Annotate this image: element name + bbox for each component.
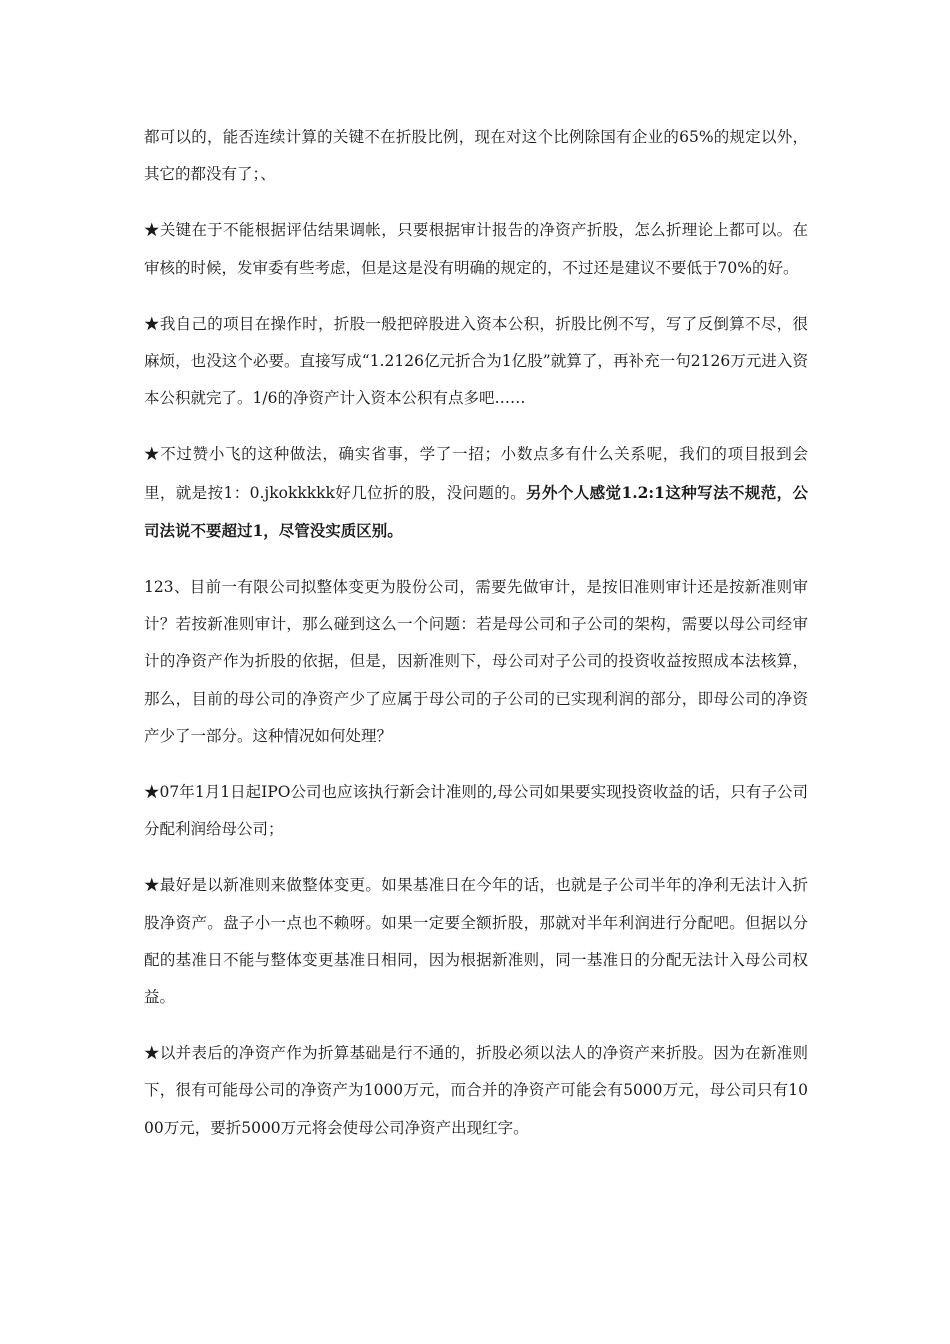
paragraph-answer-star: ★最好是以新准则来做整体变更。如果基准日在今年的话，也就是子公司半年的净利无法计入折股净资产。盘子小一点也不赖呀。如果一定要全额折股，那就对半年利润进行分配吧。但据以分配的基准日不能与整体变更基准日相同，因为根据新准则，同一基准日的分配无法计入母公司权益。 xyxy=(144,876,808,1007)
document-body xyxy=(144,119,808,1166)
paragraph-text: ★不过赞小飞的这种做法，确实省事，学了一招；小数点多有什么关系呢，我们的项目报到会里，就是按1：0.jkokkkkk好几位折的股，没问题的。 xyxy=(144,445,808,502)
paragraph-answer-star-with-bold xyxy=(144,436,808,550)
paragraph-question-123: 123、目前一有限公司拟整体变更为股份公司，需要先做审计，是按旧准则审计还是按新准则审计？若按新准则审计，那么碰到这么一个问题：若是母公司和子公司的架构，需要以母公司经审计的净资产作为折股的依据，但是，因新准则下，母公司对子公司的投资收益按照成本法核算，那么，目前的母公司的净资产少了应属于母公司的子公司的已实现利润的部分，即母公司的净资产少了一部分。这种情况如何处理？ xyxy=(144,578,808,745)
paragraph-answer-star: ★我自己的项目在操作时，折股一般把碎股进入资本公积，折股比例不写，写了反倒算不尽，很麻烦，也没这个必要。直接写成“1.2126亿元折合为1亿股”就算了，再补充一句2126万元进入资本公积就完了。1/6的净资产计入资本公积有点多吧…… xyxy=(144,314,808,408)
paragraph-answer-star: ★以并表后的净资产作为折算基础是行不通的，折股必须以法人的净资产来折股。因为在新准则下，很有可能母公司的净资产为1000万元，而合并的净资产可能会有5000万元，母公司只有1000万元，要折5000万元将会使母公司净资产出现红字。 xyxy=(144,1044,808,1137)
bold-remark: 另外个人感觉1.2:1这种写法不规范，公司法说不要超过1，尽管没实质区别。 xyxy=(144,482,808,540)
paragraph-answer-star: ★关键在于不能根据评估结果调帐，只要根据审计报告的净资产折股，怎么折理论上都可以。在审核的时候，发审委有些考虑，但是这是没有明确的规定的，不过还是建议不要低于70%的好。 xyxy=(144,221,808,277)
paragraph-continuation: 都可以的，能否连续计算的关键不在折股比例，现在对这个比例除国有企业的65%的规定以外，其它的都没有了；、 xyxy=(144,128,808,184)
paragraph-answer-star: ★07年1月1日起IPO公司也应该执行新会计准则的,母公司如果要实现投资收益的话，只有子公司分配利润给母公司； xyxy=(144,783,808,839)
